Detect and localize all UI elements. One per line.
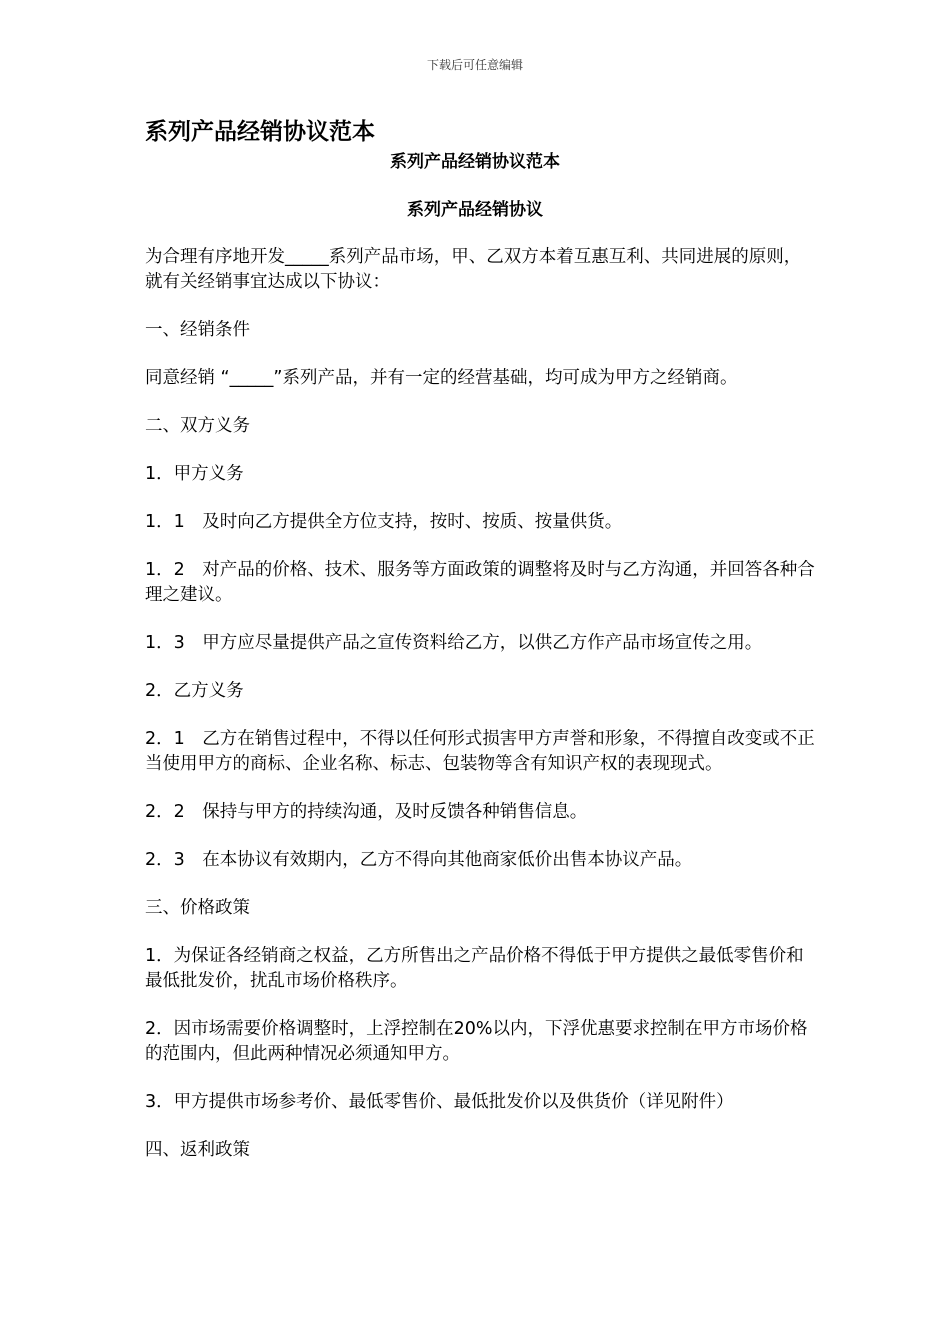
document-title: 系列产品经销协议范本 (145, 119, 375, 145)
document-subtitle: 系列产品经销协议范本 (390, 152, 560, 172)
paragraph: 2．2 保持与甲方的持续沟通，及时反馈各种销售信息。 (145, 802, 588, 822)
paragraph: 1．3 甲方应尽量提供产品之宣传资料给乙方，以供乙方作产品市场宣传之用。 (145, 633, 763, 653)
paragraph: 为合理有序地开发_____系列产品市场，甲、乙双方本着互惠互利、共同进展的原则，就有关经销事宜达成以下协议： (145, 247, 802, 292)
section-heading: 四、返利政策 (145, 1140, 250, 1160)
paragraph: 3．甲方提供市场参考价、最低零售价、最低批发价以及供货价（详见附件） (145, 1092, 734, 1112)
document-body (145, 245, 815, 1186)
agreement-title: 系列产品经销协议 (407, 200, 543, 220)
subsection-heading: 2．乙方义务 (145, 681, 244, 701)
paragraph: 1．2 对产品的价格、技术、服务等方面政策的调整将及时与乙方沟通，并回答各种合理之建议。 (145, 560, 815, 605)
subsection-heading: 1．甲方义务 (145, 464, 244, 484)
section-heading: 一、经销条件 (145, 320, 250, 340)
paragraph: 同意经销 “_____”系列产品，并有一定的经营基础，均可成为甲方之经销商。 (145, 368, 738, 388)
header-note: 下载后可任意编辑 (426, 58, 523, 72)
paragraph: 1．1 及时向乙方提供全方位支持，按时、按质、按量供货。 (145, 512, 623, 532)
paragraph: 2．因市场需要价格调整时，上浮控制在20%以内，下浮优惠要求控制在甲方市场价格的范围内，但此两种情况必须通知甲方。 (145, 1019, 808, 1064)
paragraph: 2．3 在本协议有效期内，乙方不得向其他商家低价出售本协议产品。 (145, 850, 693, 870)
paragraph: 2．1 乙方在销售过程中，不得以任何形式损害甲方声誉和形象，不得擅自改变或不正当使用甲方的商标、企业名称、标志、包装物等含有知识产权的表现现式。 (145, 729, 815, 774)
section-heading: 三、价格政策 (145, 898, 250, 918)
paragraph: 1．为保证各经销商之权益，乙方所售出之产品价格不得低于甲方提供之最低零售价和最低批发价，扰乱市场价格秩序。 (145, 946, 804, 991)
section-heading: 二、双方义务 (145, 416, 250, 436)
